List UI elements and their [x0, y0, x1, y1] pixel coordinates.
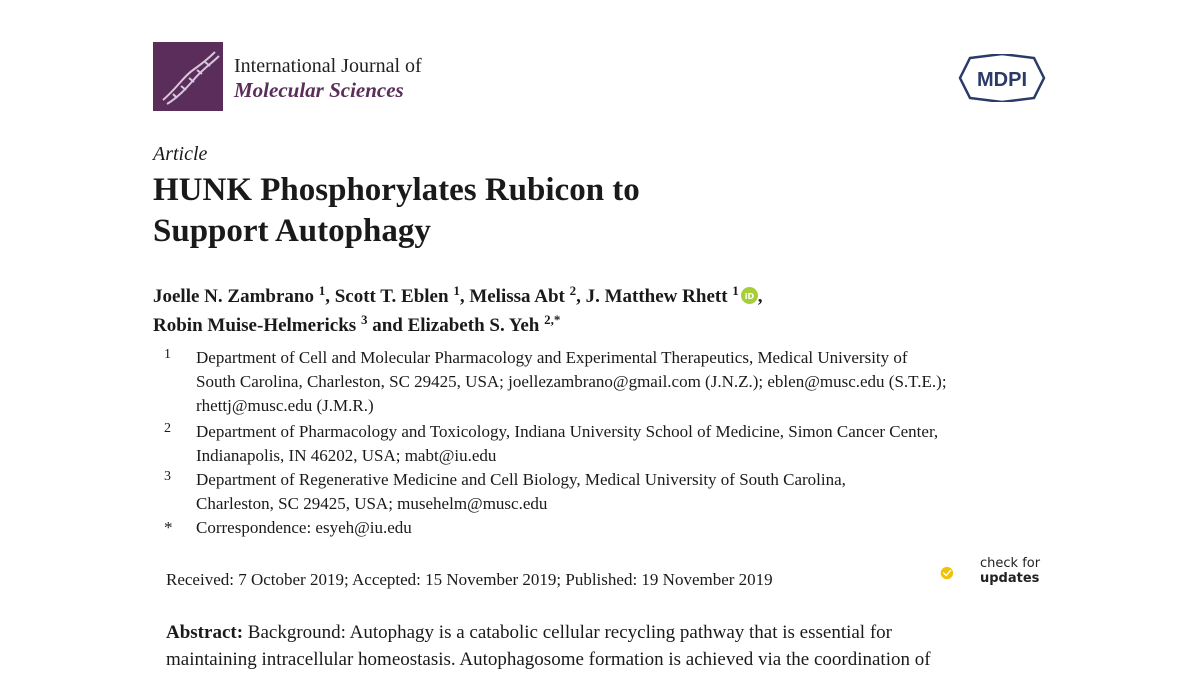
author-name[interactable]: Elizabeth S. Yeh: [407, 315, 540, 336]
affiliation-number: 1: [164, 347, 171, 362]
author-affiliation-sup: 1: [318, 283, 326, 298]
title-line-2: Support Autophagy: [153, 213, 431, 249]
abstract-text-line2: maintaining intracellular homeostasis. Autophagosome formation is achieved via the coordination of: [166, 649, 931, 670]
abstract-label: Abstract:: [166, 622, 244, 643]
author-affiliation-sup: 3: [360, 312, 368, 327]
author-affiliation-sup: 1: [732, 283, 739, 298]
check-for-updates-line1: check for: [980, 556, 1041, 571]
journal-name-line2: Molecular Sciences: [234, 78, 404, 102]
affiliation-1: Department of Cell and Molecular Pharmacology and Experimental Therapeutics, Medical University of South Carolina, Charleston, SC 29425, USA; joellezambrano@gmail.com (J.N.Z.); eblen@musc.edu (S.T.E.); rhettj@musc.edu (J.M.R.): [196, 348, 947, 415]
author-affiliation-sup: 2,*: [544, 312, 561, 327]
journal-name: [234, 55, 422, 102]
author-affiliation-sup: 1: [453, 283, 460, 298]
journal-logo: [153, 42, 223, 111]
author-name[interactable]: Melissa Abt: [469, 286, 565, 307]
affiliation-2: Department of Pharmacology and Toxicology, Indiana University School of Medicine, Simon Cancer Center, Indianapolis, IN 46202, USA; mabt@iu.edu: [196, 422, 939, 465]
author-name[interactable]: Scott T. Eblen: [334, 286, 449, 307]
correspondence-marker: *: [164, 518, 173, 537]
article-title: [153, 170, 913, 252]
affiliation-number: 3: [164, 469, 171, 484]
author-affiliation-sup: 2: [569, 283, 577, 298]
mdpi-logo: [958, 54, 1046, 102]
svg-text:iD: iD: [744, 292, 754, 301]
title-line-1: HUNK Phosphorylates Rubicon to: [153, 172, 640, 208]
orcid-icon[interactable]: [741, 287, 758, 304]
mdpi-logo-text: MDPI: [977, 69, 1027, 91]
check-for-updates-text[interactable]: [980, 556, 1040, 586]
author-name[interactable]: Robin Muise-Helmericks: [153, 315, 357, 336]
correspondence: Correspondence: esyeh@iu.edu: [196, 518, 412, 537]
abstract-text-line1: Background: Autophagy is a catabolic cellular recycling pathway that is essential for: [247, 622, 892, 643]
publication-dates: Received: 7 October 2019; Accepted: 15 November 2019; Published: 19 November 2019: [166, 570, 773, 589]
author-list: Joelle N. Zambrano $^1$, Scott T. Eblen $^1$, Melissa Abt $^2$, J. Matthew Rhett $^1$ iD , Robin Muise-Helmericks $^3$ and Elizabeth S. Yeh $^{2,*}$: [153, 283, 763, 336]
check-for-updates-badge[interactable]: [940, 554, 980, 592]
author-name[interactable]: Joelle N. Zambrano: [153, 286, 314, 307]
check-for-updates-line2: updates: [980, 571, 1040, 586]
journal-name-line1: International Journal of: [234, 55, 422, 77]
article-type: Article: [153, 143, 208, 165]
affiliation-3: Department of Regenerative Medicine and Cell Biology, Medical University of South Carolina, Charleston, SC 29425, USA; musehelm@musc.edu: [196, 470, 846, 513]
affiliation-number: 2: [164, 421, 171, 436]
abstract: [166, 619, 1046, 673]
author-name[interactable]: J. Matthew Rhett: [585, 286, 728, 307]
checkmark-icon: [941, 567, 953, 579]
